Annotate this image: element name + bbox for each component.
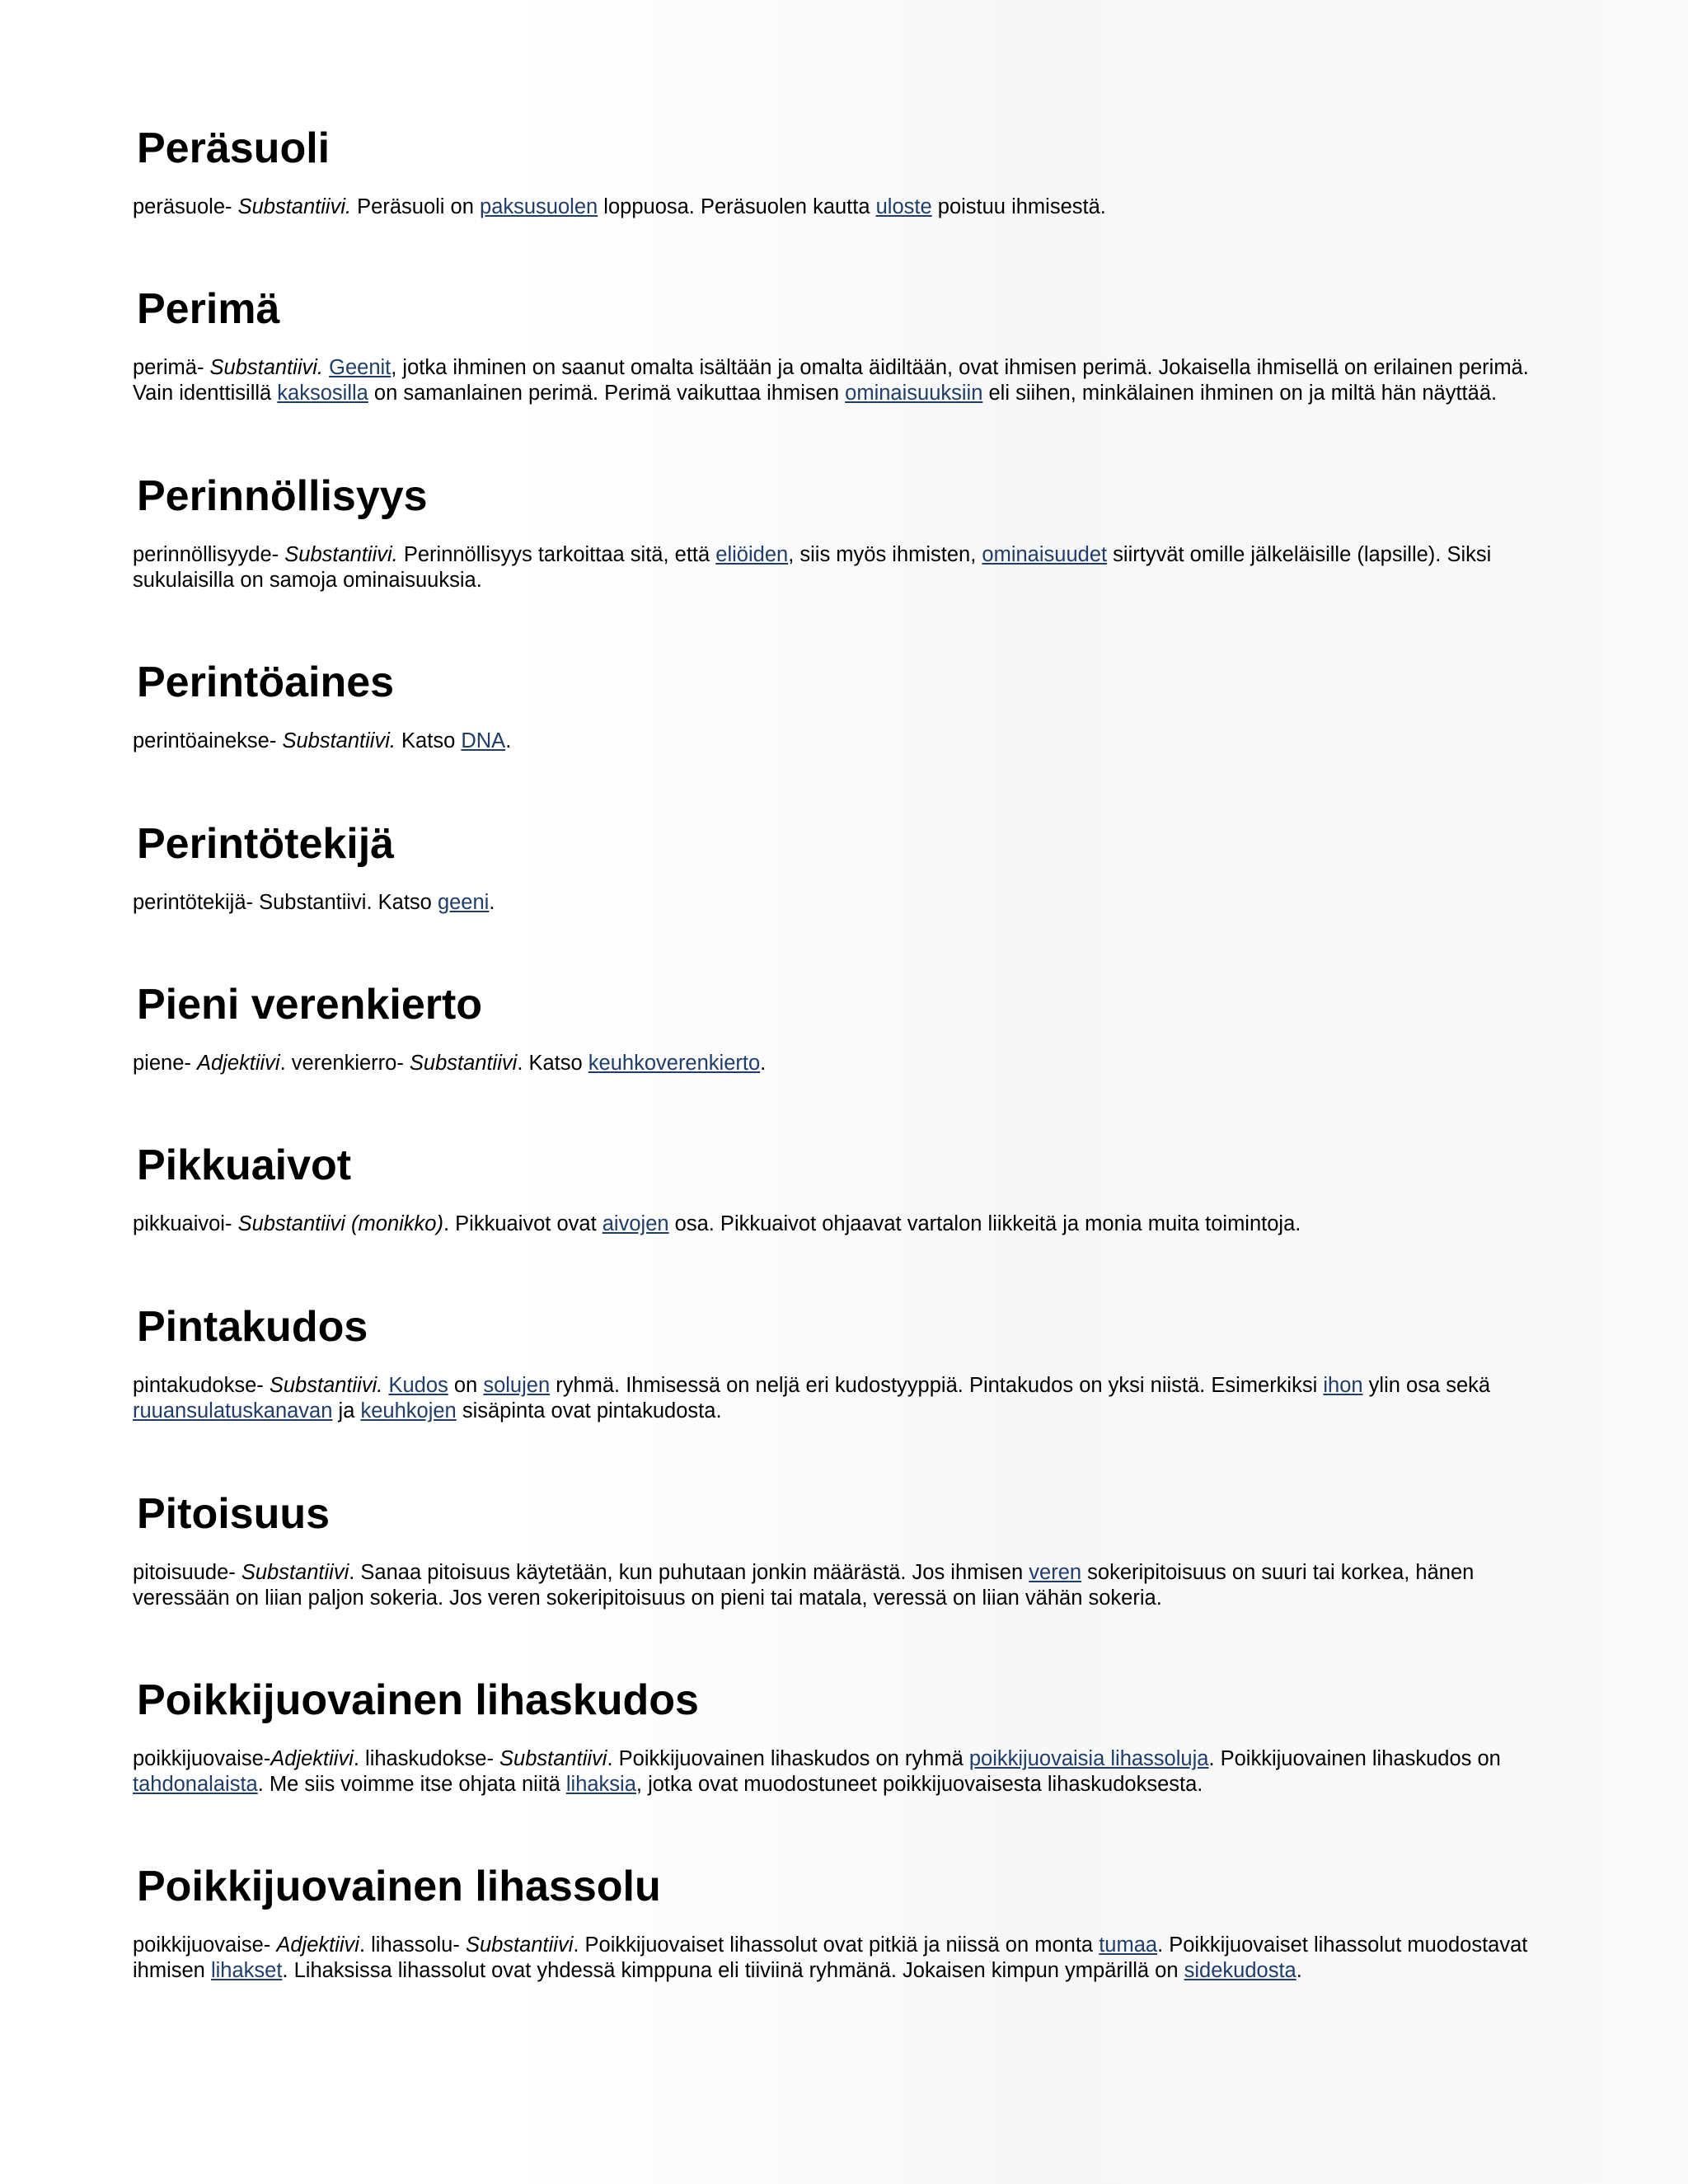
- entry-heading: Pitoisuus: [137, 1490, 331, 1538]
- glossary-link[interactable]: DNA: [461, 729, 506, 752]
- glossary-link[interactable]: ominaisuudet: [982, 543, 1108, 566]
- word-class-label: Substantiivi.: [269, 1374, 383, 1397]
- definition-text: on samanlainen perimä. Perimä vaikuttaa ihmisen: [368, 382, 846, 405]
- glossary-link[interactable]: uloste: [875, 195, 932, 218]
- glossary-document: [133, 124, 1550, 1984]
- definition-text: sokeripitoisuus on suuri tai korkea, hänen veressään on liian paljon sokeria. Jos veren sokeripitoisuus on pieni tai matala, veressä on liian vähän sokeria.: [133, 1561, 1475, 1610]
- glossary-entry: [133, 1862, 1550, 1984]
- entry-heading: Perintötekijä: [137, 820, 395, 868]
- entry-heading: Poikkijuovainen lihaskudos: [137, 1676, 699, 1724]
- definition-text: . lihaskudokse-: [353, 1747, 500, 1770]
- glossary-link[interactable]: lihakset: [210, 1959, 283, 1982]
- definition-text: on: [448, 1374, 484, 1397]
- definition-text: poikkijuovaise-: [133, 1747, 271, 1770]
- definition-text: sisäpinta ovat pintakudosta.: [456, 1399, 722, 1422]
- definition-text: perintötekijä- Substantiivi. Katso: [133, 891, 438, 914]
- definition-text: ryhmä. Ihmisessä on neljä eri kudostyyppiä. Pintakudos on yksi niistä. Esimerkiksi: [550, 1374, 1324, 1397]
- word-class-label: Adjektiivi: [196, 1052, 280, 1075]
- definition-text: . Pikkuaivot ovat: [443, 1212, 603, 1235]
- word-class-label: Substantiivi: [241, 1561, 349, 1584]
- word-class-label: Substantiivi: [409, 1052, 518, 1075]
- glossary-link[interactable]: ihon: [1323, 1374, 1363, 1397]
- entry-heading: Perinnöllisyys: [137, 472, 428, 520]
- glossary-link[interactable]: keuhkoverenkierto: [588, 1052, 761, 1075]
- glossary-entry: [133, 980, 1550, 1076]
- definition-text: Peräsuoli on: [351, 195, 481, 218]
- entry-heading: Perimä: [137, 285, 280, 333]
- definition-text: .: [505, 729, 512, 752]
- glossary-link[interactable]: aivojen: [602, 1212, 669, 1235]
- glossary-link[interactable]: geeni: [437, 891, 490, 914]
- definition-text: . Katso: [517, 1052, 588, 1075]
- definition-text: siirtyvät omille jälkeläisille (lapsille). Siksi sukulaisilla on samoja ominaisuuksia.: [133, 543, 1492, 592]
- definition-text: , jotka ovat muodostuneet poikkijuovaisesta lihaskudoksesta.: [635, 1773, 1203, 1796]
- definition-text: piene-: [133, 1052, 197, 1075]
- glossary-entry: [133, 819, 1550, 916]
- definition-text: perinnöllisyyde-: [133, 543, 285, 566]
- definition-text: , siis myös ihmisten,: [788, 543, 982, 566]
- definition-text: ja: [332, 1399, 361, 1422]
- definition-text: . Sanaa pitoisuus käytetään, kun puhutaan jonkin määrästä. Jos ihmisen: [349, 1561, 1029, 1584]
- entry-definition: [133, 890, 1550, 916]
- definition-text: poikkijuovaise-: [133, 1933, 277, 1957]
- definition-text: .: [1296, 1959, 1302, 1982]
- definition-text: . Me siis voimme itse ohjata niitä: [257, 1773, 566, 1796]
- word-class-label: Substantiivi.: [282, 729, 396, 752]
- definition-text: perimä-: [133, 356, 210, 379]
- glossary-entry: [133, 471, 1550, 593]
- definition-text: pintakudokse-: [133, 1374, 270, 1397]
- glossary-link[interactable]: keuhkojen: [360, 1399, 457, 1422]
- glossary-link[interactable]: veren: [1029, 1561, 1082, 1584]
- entry-heading: Pieni verenkierto: [137, 981, 483, 1029]
- definition-text: pikkuaivoi-: [133, 1212, 238, 1235]
- glossary-entry: [133, 284, 1550, 406]
- definition-text: . lihassolu-: [359, 1933, 466, 1957]
- entry-definition: [133, 542, 1550, 593]
- glossary-entry: [133, 1141, 1550, 1237]
- glossary-entry: [133, 1489, 1550, 1611]
- definition-text: .: [489, 891, 495, 914]
- definition-text: eli siihen, minkälainen ihminen on ja miltä hän näyttää.: [982, 382, 1498, 405]
- definition-text: . Poikkijuovainen lihaskudos on ryhmä: [607, 1747, 969, 1770]
- glossary-link[interactable]: sidekudosta: [1184, 1959, 1296, 1982]
- glossary-link[interactable]: kaksosilla: [277, 382, 368, 405]
- entry-definition: [133, 1212, 1550, 1237]
- definition-text: . Poikkijuovaiset lihassolut ovat pitkiä ja niissä on monta: [573, 1933, 1100, 1957]
- glossary-link[interactable]: Kudos: [388, 1374, 448, 1397]
- glossary-link[interactable]: lihaksia: [565, 1773, 636, 1796]
- word-class-label: Substantiivi.: [284, 543, 398, 566]
- entry-heading: Perintöaines: [137, 658, 395, 706]
- definition-text: .: [760, 1052, 767, 1075]
- glossary-entry: [133, 658, 1550, 754]
- word-class-label: Substantiivi.: [209, 356, 324, 379]
- entry-definition: [133, 1746, 1550, 1797]
- glossary-entry: [133, 1302, 1550, 1424]
- glossary-link[interactable]: eliöiden: [715, 543, 789, 566]
- definition-text: poistuu ihmisestä.: [931, 195, 1106, 218]
- word-class-label: Substantiivi: [465, 1933, 574, 1957]
- glossary-link[interactable]: tumaa: [1099, 1933, 1158, 1957]
- glossary-link[interactable]: ruuansulatuskanavan: [133, 1399, 333, 1422]
- definition-text: loppuosa. Peräsuolen kautta: [598, 195, 876, 218]
- glossary-link[interactable]: tahdonalaista: [133, 1773, 258, 1796]
- definition-text: Katso: [395, 729, 462, 752]
- word-class-label: Substantiivi.: [237, 195, 352, 218]
- glossary-link[interactable]: poikkijuovaisia lihassoluja: [968, 1747, 1209, 1770]
- definition-text: . verenkierro-: [279, 1052, 410, 1075]
- word-class-label: Adjektiivi: [276, 1933, 359, 1957]
- glossary-link[interactable]: Geenit: [329, 356, 392, 379]
- entry-definition: [133, 1933, 1550, 1984]
- definition-text: perintöainekse-: [133, 729, 283, 752]
- entry-heading: Peräsuoli: [137, 124, 331, 172]
- glossary-link[interactable]: paksusuolen: [480, 195, 598, 218]
- word-class-label: Substantiivi (monikko): [237, 1212, 443, 1235]
- entry-definition: [133, 1560, 1550, 1611]
- glossary-entry: [133, 1675, 1550, 1797]
- definition-text: ylin osa sekä: [1362, 1374, 1491, 1397]
- entry-heading: Pintakudos: [137, 1303, 368, 1351]
- entry-definition: [133, 194, 1550, 220]
- entry-definition: [133, 355, 1550, 406]
- definition-text: peräsuole-: [133, 195, 238, 218]
- definition-text: . Lihaksissa lihassolut ovat yhdessä kimppuna eli tiiviinä ryhmänä. Jokaisen kimpun ympärillä on: [282, 1959, 1184, 1982]
- definition-text: osa. Pikkuaivot ohjaavat vartalon liikkeitä ja monia muita toimintoja.: [668, 1212, 1301, 1235]
- glossary-entry: [133, 124, 1550, 220]
- word-class-label: Substantiivi: [499, 1747, 607, 1770]
- glossary-link[interactable]: solujen: [483, 1374, 551, 1397]
- definition-text: Perinnöllisyys tarkoittaa sitä, että: [397, 543, 716, 566]
- definition-text: pitoisuude-: [133, 1561, 241, 1584]
- definition-text: . Poikkijuovainen lihaskudos on: [1208, 1747, 1501, 1770]
- glossary-link[interactable]: ominaisuuksiin: [845, 382, 983, 405]
- entry-definition: [133, 729, 1550, 754]
- entry-heading: Pikkuaivot: [137, 1141, 352, 1189]
- definition-text: . Poikkijuovaiset lihassolut muodostavat ihmisen: [133, 1933, 1528, 1982]
- word-class-label: Adjektiivi: [270, 1747, 354, 1770]
- definition-text: , jotka ihminen on saanut omalta isältään ja omalta äidiltään, ovat ihmisen perimä. Jokaisella ihmisellä on erilainen perimä. Vain identtisillä: [133, 356, 1529, 405]
- entry-definition: [133, 1051, 1550, 1076]
- entry-definition: [133, 1373, 1550, 1424]
- entry-heading: Poikkijuovainen lihassolu: [137, 1863, 661, 1910]
